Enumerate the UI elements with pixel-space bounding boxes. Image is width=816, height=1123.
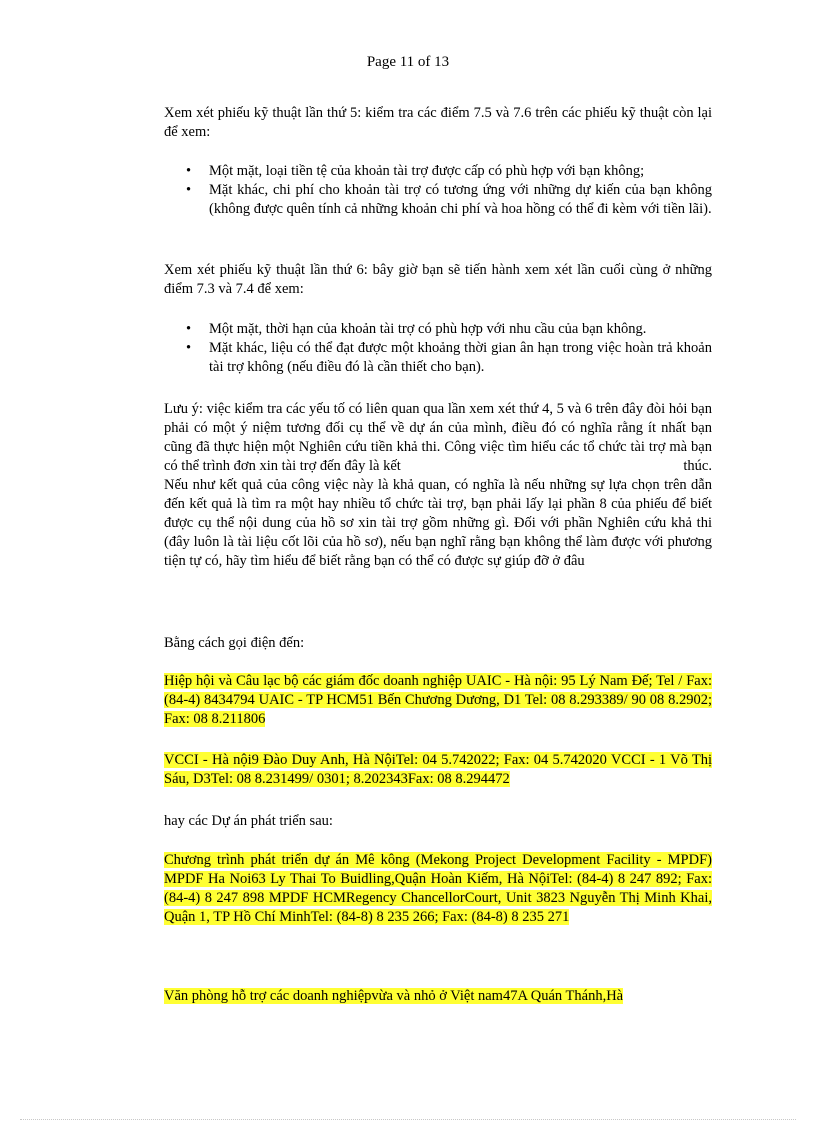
bullet-icon: • <box>186 163 192 179</box>
paragraph-call: Bằng cách gọi điện đến: <box>164 635 305 651</box>
list-item: • Một mặt, loại tiền tệ của khoản tài trợ được cấp có phù hợp với bạn không; <box>186 163 645 179</box>
contact-mpdf <box>164 851 712 927</box>
page-bottom-border <box>20 1119 796 1120</box>
contact-sme-office <box>164 987 712 1006</box>
note-text-part2: Nếu như kết quả của công việc này là khả quan, có nghĩa là nếu những sự lựa chọn trên dẫn đến kết quả là tìm ra một hay nhiều tổ chức tài trợ, bạn phải lấy lại phần 8 của phiếu để biết được cụ thể nội dung của hồ sơ xin tài trợ gồm những gì. Đối với phần Nghiên cứu khả thi (đây luôn là tài liệu cốt lõi của hồ sơ), nếu bạn nghĩ rằng bạn không thể làm được với phương tiện tự có, hãy tìm hiểu để biết rằng bạn có thể có được sự giúp đỡ ở đâu <box>164 477 712 569</box>
bullet-list-review-5 <box>164 162 712 219</box>
highlighted-text: Hiệp hội và Câu lạc bộ các giám đốc doanh nghiệp UAIC - Hà nội: 95 Lý Nam Đế; Tel / Fax: (84-4) 8434794 UAIC - TP HCM51 Bến Chương Dương, D1 Tel: 08 8.293389/ 90 08 8.2902; Fax: 08 8.211806 <box>164 673 712 727</box>
highlighted-text: Chương trình phát triển dự án Mê kông (Mekong Project Development Facility - MPDF) MPDF Ha Noi63 Ly Thai To Buidling,Quận Hoàn Kiếm, Hà NộiTel: (84-4) 8 247 892; Fax: (84-4) 8 247 898 MPDF HCMRegency ChancellorCourt, Unit 3823 Nguyễn Thị Minh Khai, Quận 1, TP Hồ Chí MinhTel: (84-8) 8 235 266; Fax: (84-8) 8 235 271 <box>164 852 712 925</box>
note-text-end: thúc. <box>683 458 712 474</box>
bullet-icon: • <box>186 340 192 356</box>
bullet-icon: • <box>186 321 192 337</box>
contact-uaic <box>164 672 712 729</box>
list-item: • Mặt khác, liệu có thể đạt được một khoảng thời gian ân hạn trong việc hoàn trả khoản tài trợ không (nếu điều đó là cần thiết cho bạn). <box>186 340 712 375</box>
bullet-list-review-6 <box>164 320 712 377</box>
note-text-part1: Lưu ý: việc kiểm tra các yếu tố có liên quan qua lần xem xét thứ 4, 5 và 6 trên đây đòi hỏi bạn phải có một ý niệm tương đối cụ thể về dự án của mình, điều đó có nghĩa rằng ít nhất bạn cũng đã thực hiện một Nghiên cứu tiền khả thi. Công việc tìm hiểu các tổ chức tài trợ mà bạn có thể trình đơn xin tài trợ đến đây là kết <box>164 401 712 474</box>
paragraph-note <box>164 400 712 571</box>
highlighted-text: VCCI - Hà nội9 Đào Duy Anh, Hà NộiTel: 04 5.742022; Fax: 04 5.742020 VCCI - 1 Võ Thị Sáu, D3Tel: 08 8.231499/ 0301; 8.202343Fax: 08 8.294472 <box>164 752 712 787</box>
bullet-icon: • <box>186 182 192 198</box>
list-item: • Một mặt, thời hạn của khoản tài trợ có phù hợp với nhu cầu của bạn không. <box>186 321 647 337</box>
paragraph-projects: hay các Dự án phát triển sau: <box>164 813 333 829</box>
page-number-header: Page 11 of 13 <box>366 54 450 70</box>
contact-vcci <box>164 751 712 789</box>
highlighted-text: Văn phòng hỗ trợ các doanh nghiệpvừa và nhỏ ở Việt nam47A Quán Thánh,Hà <box>164 988 624 1004</box>
paragraph-review-5: Xem xét phiếu kỹ thuật lần thứ 5: kiểm tra các điểm 7.5 và 7.6 trên các phiếu kỹ thuật còn lại để xem: <box>164 105 712 140</box>
paragraph-review-6: Xem xét phiếu kỹ thuật lần thứ 6: bây giờ bạn sẽ tiến hành xem xét lần cuối cùng ở những điểm 7.3 và 7.4 để xem: <box>164 262 712 297</box>
list-item: • Mặt khác, chi phí cho khoản tài trợ có tương ứng với những dự kiến của bạn không (không được quên tính cả những khoản chi phí và hoa hồng có thể đi kèm với tiền lãi). <box>186 182 712 217</box>
